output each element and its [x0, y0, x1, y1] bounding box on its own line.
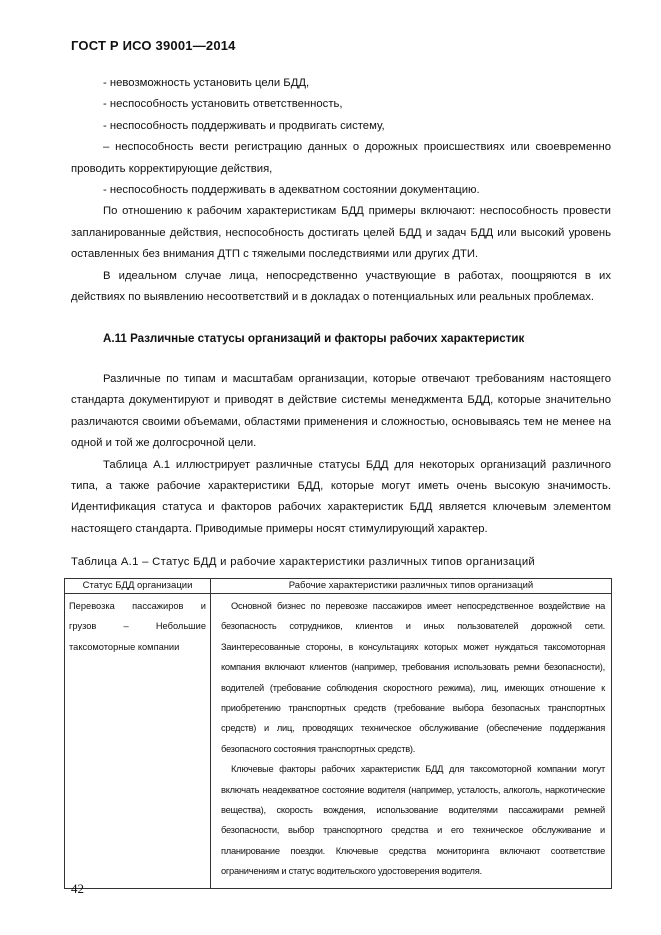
paragraph-performance: По отношению к рабочим характеристикам БДД примеры включают: неспособность провести запланированные действия, неспособность достигать целей БДД и задач БДД или высокий уровень оставленных без внимания ДТП с тяжелыми последствиями или других ДТИ. [71, 205, 611, 261]
page-number: 42 [71, 881, 84, 896]
paragraph-table-intro: Таблица А.1 иллюстрирует различные статусы БДД для некоторых организаций различного типа, а также рабочие характеристики БДД, которые могут иметь очень высокую значимость. Идентификация статуса и факторов рабочих характеристик БДД является ключевым элементом настоящего стандарта. Приводимые примеры носят стимулирующий характер. [71, 458, 611, 535]
list-item: - невозможность установить цели БДД, [103, 77, 310, 89]
body-text [71, 73, 611, 540]
list-item: – неспособность вести регистрацию данных о дорожных происшествиях или своевременно проводить корректирующие действия, [71, 141, 611, 175]
cell-status: Перевозка пассажиров и грузов – Небольшие таксомоторные компании [65, 594, 211, 889]
document-header: ГОСТ Р ИСО 39001—2014 [71, 38, 236, 53]
column-header-characteristics: Рабочие характеристики различных типов организаций [211, 579, 612, 594]
table-row [65, 594, 612, 889]
list-item: - неспособность установить ответственность, [103, 98, 343, 111]
characteristics-paragraph: Основной бизнес по перевозке пассажиров имеет непосредственное воздействие на безопасность сотрудников, клиентов и иных пользователей дорожной сети. Заинтересованные стороны, в консультациях которых может нуждаться таксомоторная компания включают клиентов (например, требования использовать ремни безопасности), водителей (требование соблюдения скоростного режима), лиц, имеющих отношение к приобретению транспортных средств (требование выбора безопасных транспортных средств) и лиц, проводящих техническое обслуживание (обеспечение поддержания безопасного состояния транспортных средств). [221, 601, 605, 754]
list-item: - неспособность поддерживать и продвигать систему, [103, 119, 385, 132]
characteristics-paragraph: Ключевые факторы рабочих характеристик БДД для таксомоторной компании могут включать неадекватное состояние водителя (например, усталость, алкоголь, наркотические вещества), скорость вождения, использование водителями пассажирами ремней безопасности, выбор транспортного средства и его техническое обслуживание и планирование поездки. Ключевые средства мониторинга включают соответствие ограничениям и статус водительского удостоверения водителя. [221, 764, 605, 877]
status-table [64, 578, 612, 889]
column-header-status: Статус БДД организации [65, 579, 211, 594]
list-item: - неспособность поддерживать в адекватном состоянии документацию. [103, 184, 480, 197]
section-title: А.11 Различные статусы организаций и факторы рабочих характеристик [103, 332, 525, 346]
cell-characteristics [211, 594, 612, 889]
table-caption: Таблица А.1 – Статус БДД и рабочие характеристики различных типов организаций [71, 556, 536, 568]
paragraph-ideal: В идеальном случае лица, непосредственно участвующие в работах, поощряются в их действиях по выявлению несоответствий и в докладах о потенциальных или реальных проблемах. [71, 269, 611, 304]
paragraph-organizations: Различные по типам и масштабам организации, которые отвечают требованиям настоящего стандарта документируют и приводят в действие системы менеджмента БДД, которые значительно различаются своими объемами, областями применения и сложностью, основываясь тем не менее на одной и той же долгосрочной цели. [71, 372, 611, 450]
table-header-row [65, 579, 612, 594]
